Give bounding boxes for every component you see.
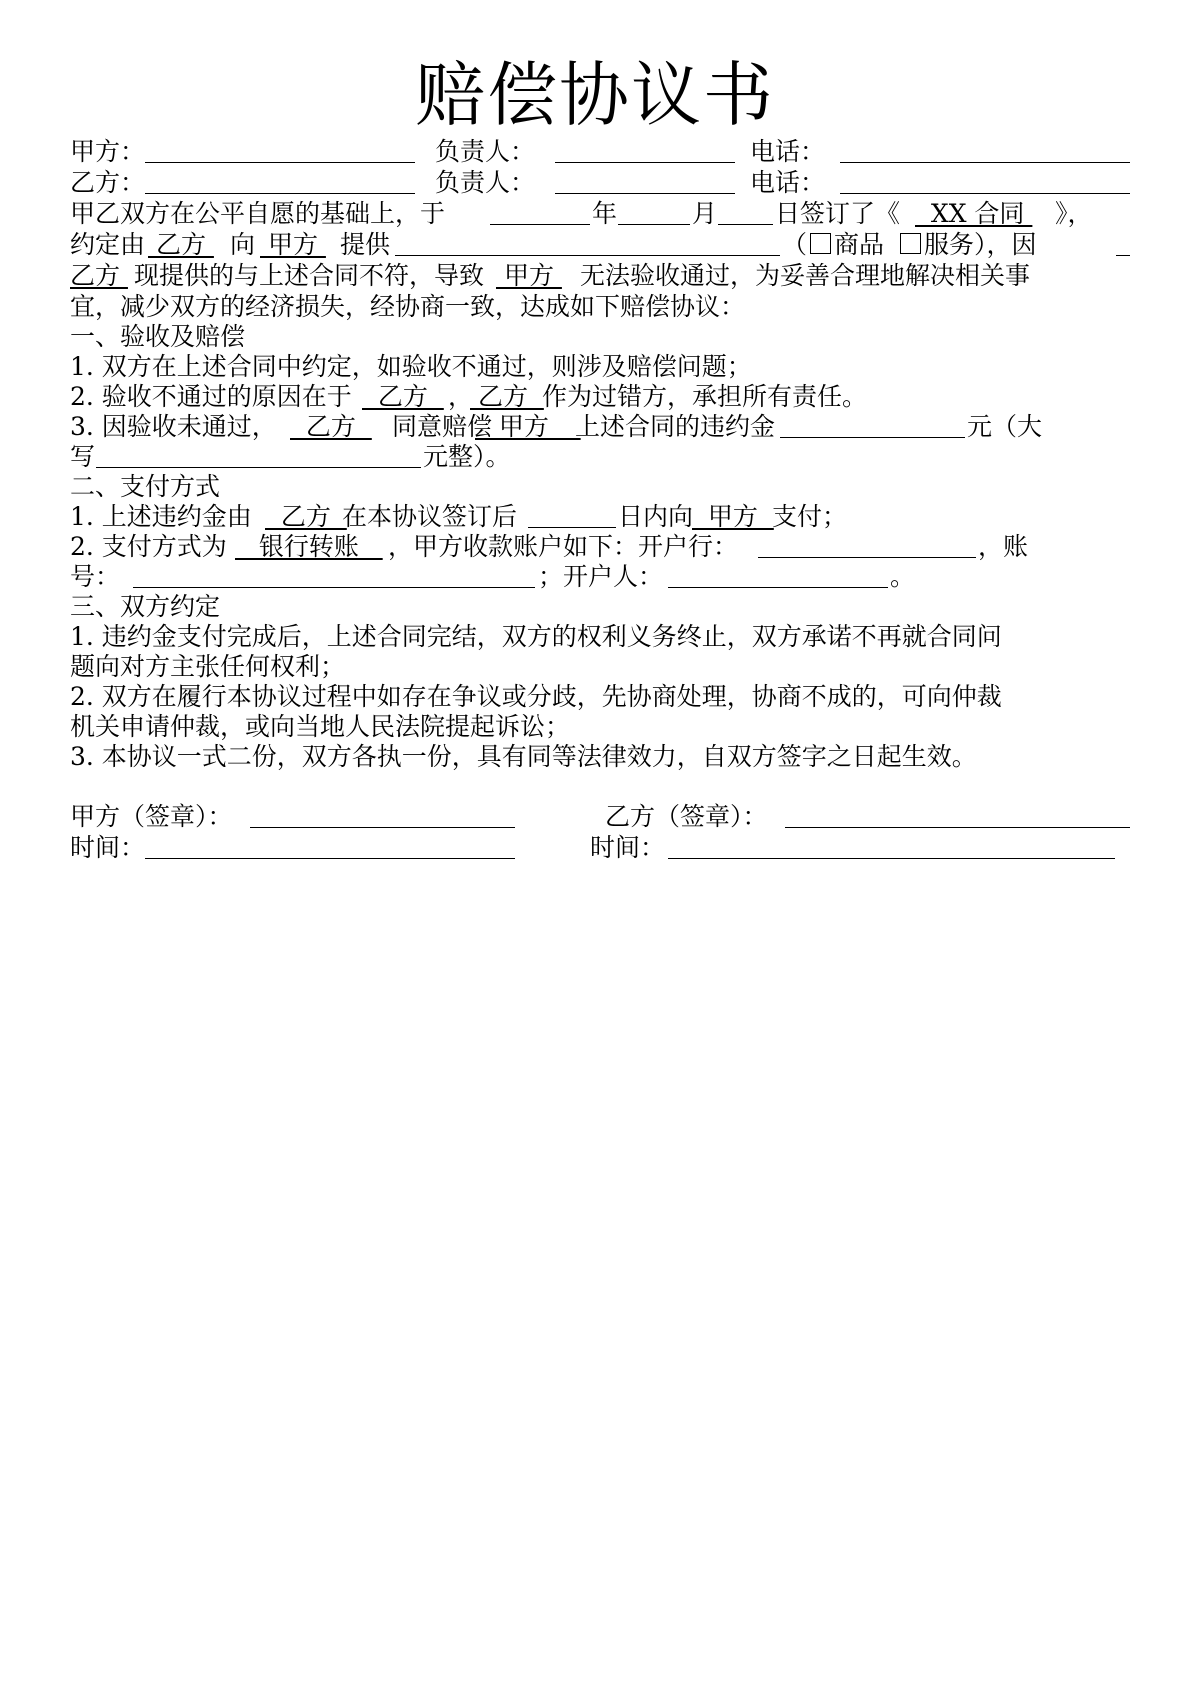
- provider-field[interactable]: 乙方: [148, 230, 214, 259]
- party-b-phone-blank[interactable]: [840, 167, 1130, 194]
- payer-field[interactable]: 乙方: [265, 502, 347, 531]
- day-blank[interactable]: [718, 198, 773, 225]
- cause-blank[interactable]: [1116, 229, 1130, 256]
- section-heading: 二、支付方式: [70, 472, 221, 501]
- clause-text: 题向对方主张任何权利；: [70, 652, 346, 681]
- section-3-item-3: [70, 741, 1130, 772]
- clause-text: 1. 双方在上述合同中约定，如验收不通过，则涉及赔偿问题；: [70, 352, 752, 381]
- party-a-seal-label: 甲方（签章）：: [70, 802, 233, 831]
- intro-line-1: [70, 198, 1130, 229]
- intro-text: 向: [230, 230, 256, 259]
- party-a-seal-blank[interactable]: [250, 801, 515, 828]
- clause-text: 上述合同的违约金: [575, 412, 776, 441]
- party-a-line: [70, 136, 1130, 167]
- party-b-person-label: 负责人：: [435, 168, 536, 197]
- section-1-item-2: [70, 381, 1130, 412]
- section-3-item-2-cont: [70, 711, 1130, 742]
- clause-text: ；开户人：: [538, 562, 664, 591]
- party-a-phone-label: 电话：: [750, 137, 826, 166]
- intro-line-2: [70, 229, 1130, 260]
- fault-party-field[interactable]: 乙方: [470, 382, 544, 411]
- intro-text: 宜，减少双方的经济损失，经协商一致，达成如下赔偿协议：: [70, 292, 746, 321]
- goods-label: 商品: [834, 230, 885, 259]
- clause-text: ，甲方收款账户如下：开户行：: [388, 532, 739, 561]
- party-a-phone-blank[interactable]: [840, 136, 1130, 163]
- document-title: 赔偿协议书: [415, 54, 775, 136]
- party-a-name-blank[interactable]: [145, 136, 415, 163]
- intro-text: 现提供的与上述合同不符，导致: [134, 261, 485, 290]
- clause-text: 同意赔偿: [392, 412, 493, 441]
- party-b-line: [70, 167, 1130, 198]
- clause-text: 1. 上述违约金由: [70, 502, 252, 531]
- clause-text: 元整）。: [423, 442, 511, 471]
- affected-party-field[interactable]: 甲方: [496, 261, 562, 290]
- party-b-seal-label: 乙方（签章）：: [605, 802, 768, 831]
- section-3-item-1-cont: [70, 651, 1130, 682]
- compensating-party-field[interactable]: 乙方: [290, 412, 372, 441]
- month-label: 月: [692, 199, 718, 228]
- clause-text: 3. 因验收未通过，: [70, 412, 277, 441]
- intro-text: 提供: [340, 230, 391, 259]
- section-2-item-1: [70, 501, 1130, 532]
- service-label: 服务: [924, 230, 975, 259]
- intro-text: ），因: [974, 230, 1037, 259]
- penalty-amount-blank[interactable]: [780, 411, 965, 438]
- clause-text: 2. 验收不通过的原因在于: [70, 382, 352, 411]
- section-1-item-1: [70, 351, 1130, 382]
- cause-party-field[interactable]: 乙方: [362, 382, 444, 411]
- signature-time-line: [70, 832, 1130, 863]
- intro-line-3: [70, 260, 1130, 291]
- compensated-party-field[interactable]: 甲方: [475, 412, 581, 441]
- section-3-heading: [70, 591, 1130, 622]
- month-blank[interactable]: [618, 198, 690, 225]
- clause-text: 3. 本协议一式二份，双方各执一份，具有同等法律效力，自双方签字之日起生效。: [70, 742, 977, 771]
- clause-text: 机关申请仲裁，或向当地人民法院提起诉讼；: [70, 712, 571, 741]
- receiver-field[interactable]: 甲方: [260, 230, 326, 259]
- section-2-item-2: [70, 531, 1130, 562]
- signature-line: [70, 801, 1130, 832]
- party-b-time-blank[interactable]: [668, 832, 1115, 859]
- clause-text: 2. 双方在履行本协议过程中如存在争议或分歧，先协商处理，协商不成的，可向仲裁: [70, 682, 1002, 711]
- party-b-phone-label: 电话：: [750, 168, 826, 197]
- clause-text: 2. 支付方式为: [70, 532, 227, 561]
- section-1-item-3: [70, 411, 1130, 442]
- signed-text: 日签订了《: [775, 199, 901, 228]
- year-blank[interactable]: [490, 198, 590, 225]
- clause-text: 日内向: [618, 502, 694, 531]
- section-2-item-2-cont: [70, 561, 1130, 592]
- account-holder-blank[interactable]: [668, 561, 888, 588]
- party-b-time-label: 时间：: [590, 833, 666, 862]
- party-b-person-blank[interactable]: [555, 167, 735, 194]
- party-a-time-blank[interactable]: [145, 832, 515, 859]
- section-1-heading: [70, 321, 1130, 352]
- account-number-blank[interactable]: [133, 561, 535, 588]
- clause-text: ，: [448, 382, 474, 411]
- intro-line-4: [70, 291, 1130, 322]
- year-label: 年: [592, 199, 618, 228]
- payment-days-blank[interactable]: [528, 501, 616, 528]
- provided-item-blank[interactable]: [395, 229, 780, 256]
- party-a-person-label: 负责人：: [435, 137, 536, 166]
- section-heading: 一、验收及赔偿: [70, 322, 246, 351]
- section-3-item-2: [70, 681, 1130, 712]
- party-a-label: 甲方：: [70, 137, 146, 166]
- section-2-heading: [70, 471, 1130, 502]
- clause-text: 。: [890, 562, 916, 591]
- party-b-seal-blank[interactable]: [785, 801, 1130, 828]
- intro-text: 约定由: [70, 230, 146, 259]
- contract-name-field[interactable]: XX 合同: [915, 199, 1033, 228]
- service-checkbox[interactable]: [900, 233, 921, 254]
- intro-text: 无法验收通过，为妥善合理地解决相关事: [580, 261, 1031, 290]
- party-a-person-blank[interactable]: [555, 136, 735, 163]
- bank-name-blank[interactable]: [758, 531, 976, 558]
- clause-text: 1. 违约金支付完成后，上述合同完结，双方的权利义务终止，双方承诺不再就合同问: [70, 622, 1002, 651]
- clause-text: 在本协议签订后: [342, 502, 518, 531]
- section-3-item-1: [70, 621, 1130, 652]
- goods-checkbox[interactable]: [810, 233, 831, 254]
- clause-text: 作为过错方，承担所有责任。: [542, 382, 868, 411]
- payee-field[interactable]: 甲方: [692, 502, 774, 531]
- clause-text: 写: [70, 442, 96, 471]
- section-heading: 三、双方约定: [70, 592, 221, 621]
- clause-text: 元（大: [967, 412, 1043, 441]
- party-a-time-label: 时间：: [70, 833, 146, 862]
- faulty-party-field[interactable]: 乙方: [70, 261, 128, 290]
- penalty-uppercase-blank[interactable]: [96, 441, 421, 468]
- clause-text: 号：: [70, 562, 121, 591]
- clause-text: ，账: [978, 532, 1029, 561]
- intro-text: 甲乙双方在公平自愿的基础上，于: [70, 199, 446, 228]
- payment-method-field[interactable]: 银行转账: [235, 532, 383, 561]
- intro-text: （: [782, 230, 808, 259]
- party-b-label: 乙方：: [70, 168, 146, 197]
- clause-text: 支付；: [772, 502, 848, 531]
- party-b-name-blank[interactable]: [145, 167, 415, 194]
- section-1-item-3-cont: [70, 441, 1130, 472]
- contract-close: 》，: [1055, 199, 1093, 228]
